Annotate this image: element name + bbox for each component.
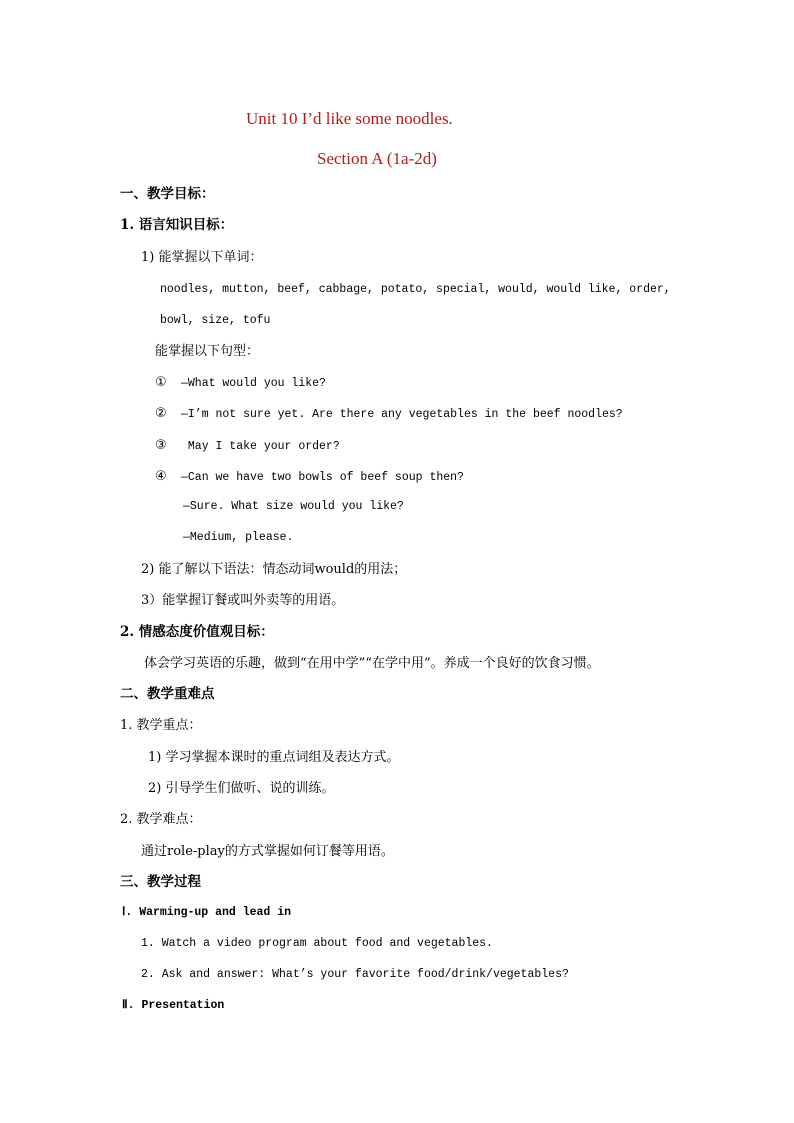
- key-points-label: 1. 教学重点：: [120, 718, 202, 733]
- sentence-number: ④: [155, 469, 167, 484]
- sentence-text: —Can we have two bowls of beef soup then?: [181, 471, 464, 484]
- key-point-item: 2) 引导学生们做听、说的训练。: [148, 781, 335, 796]
- presentation-heading: Ⅱ. Presentation: [122, 999, 225, 1012]
- sentence-text: —What would you like?: [181, 377, 326, 390]
- dialogue-line: —Sure. What size would you like?: [183, 500, 404, 513]
- words-line-1: noodles, mutton, beef, cabbage, potato, special, would, would like, order,: [160, 283, 671, 296]
- dialogue-line: —Medium, please.: [183, 531, 294, 544]
- grammar-item: 2) 能了解以下语法：情态动词would的用法；: [141, 562, 407, 577]
- title-line-2: Section A (1a-2d): [317, 149, 437, 168]
- difficulties-label: 2. 教学难点：: [120, 812, 202, 827]
- section-3-heading: 三、教学过程: [120, 874, 201, 890]
- sentence-item: [155, 470, 464, 484]
- words-line-2: bowl, size, tofu: [160, 314, 271, 327]
- attitude-goals-heading: 2. 情感态度价值观目标：: [120, 624, 274, 640]
- sentence-number: ②: [155, 406, 167, 421]
- key-point-item: 1) 学习掌握本课时的重点词组及表达方式。: [148, 750, 400, 765]
- sentence-text: —I’m not sure yet. Are there any vegetables in the beef noodles?: [181, 408, 623, 421]
- section-2-heading: 二、教学重难点: [120, 686, 215, 702]
- title-line-1: Unit 10 I’d like some noodles.: [246, 109, 453, 128]
- sentence-item: [155, 439, 340, 453]
- sentences-label: 能掌握以下句型：: [155, 344, 260, 359]
- section-1-heading: 一、教学目标：: [120, 186, 215, 202]
- sentence-item: [155, 376, 326, 390]
- warming-up-item: 1. Watch a video program about food and vegetables.: [141, 937, 493, 950]
- language-goals-heading: 1. 语言知识目标：: [120, 217, 234, 233]
- ordering-item: 3）能掌握订餐或叫外卖等的用语。: [141, 593, 345, 608]
- sentence-number: ③: [155, 438, 167, 453]
- warming-up-item: 2. Ask and answer: What’s your favorite food/drink/vegetables?: [141, 968, 569, 981]
- difficulties-text: 通过role-play的方式掌握如何订餐等用语。: [141, 844, 394, 859]
- words-label: 1) 能掌握以下单词：: [141, 250, 263, 265]
- sentence-item: [155, 407, 623, 421]
- attitude-goals-text: 体会学习英语的乐趣，做到“在用中学”“在学中用”。养成一个良好的饮食习惯。: [144, 656, 600, 671]
- sentence-number: ①: [155, 375, 167, 390]
- sentence-text: May I take your order?: [181, 440, 340, 453]
- warming-up-heading: Ⅰ. Warming-up and lead in: [122, 906, 292, 919]
